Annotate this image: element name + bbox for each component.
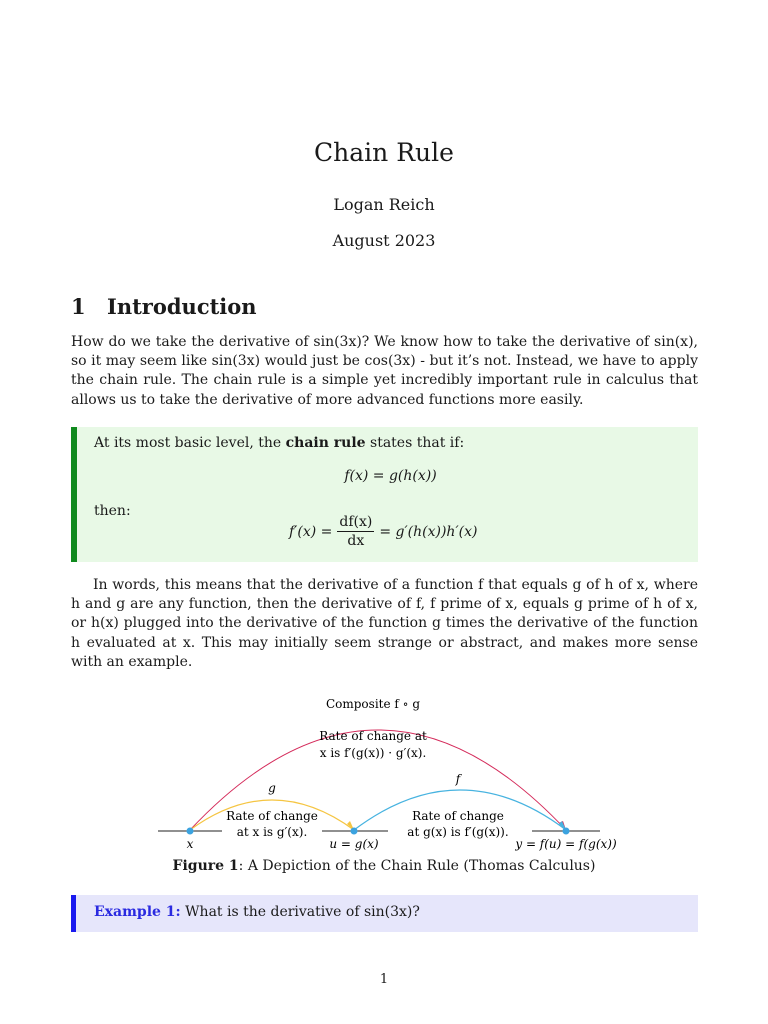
section-number: 1: [71, 294, 86, 319]
y-point: [563, 828, 570, 835]
section-heading: [71, 294, 257, 319]
page-number: 1: [379, 972, 389, 987]
caption-label: Figure 1: [172, 858, 239, 874]
example-label: Example 1:: [94, 904, 181, 920]
composite-rate-line2: x is f′(g(x)) · g′(x).: [319, 746, 427, 760]
y-point-label: y = f(u) = f(g(x)): [515, 837, 617, 851]
composite-rate-line1: Rate of change at: [319, 729, 427, 743]
g-rate-line1: Rate of change: [226, 809, 318, 823]
document-title: Chain Rule: [314, 138, 454, 167]
composite-label: Composite f ∘ g: [325, 697, 421, 711]
eq2-lhs: f′(x) =: [289, 523, 333, 540]
definition-then: then:: [94, 503, 131, 519]
author-name: Logan Reich: [333, 195, 435, 214]
x-point: [187, 828, 194, 835]
u-point-label: u = g(x): [329, 837, 379, 851]
definition-lead: At its most basic level, the: [94, 435, 286, 451]
eq2-fraction: [337, 514, 374, 549]
chain-rule-definition-box: [71, 427, 698, 562]
example-question: What is the derivative of sin(3x)?: [185, 904, 420, 920]
eq2-numerator: df(x): [339, 514, 373, 530]
g-label: g: [268, 781, 276, 795]
eq2-denominator: dx: [347, 533, 365, 549]
chain-rule-figure: [150, 690, 630, 855]
f-rate-line2: at g(x) is f′(g(x)).: [407, 825, 509, 839]
definition-term: chain rule: [285, 435, 366, 451]
u-point: [351, 828, 358, 835]
document-date: August 2023: [332, 231, 436, 250]
section-title: Introduction: [107, 294, 257, 319]
words-paragraph: In words, this means that the derivative of a function f that equals g of h of x, where h and g are any function, then the derivative of f, f prime of x, equals g prime of h of x, or h(x) plugged into the derivative of the function g times the derivative of the function h evaluated at x. This may initially seem strange or abstract, and makes more sense with an example.: [71, 577, 698, 670]
f-label: f: [455, 772, 461, 786]
g-rate-line2: at x is g′(x).: [236, 825, 308, 839]
f-rate-line1: Rate of change: [412, 809, 504, 823]
figure-caption: [0, 858, 768, 874]
x-point-label: x: [186, 837, 194, 851]
definition-tail: states that if:: [365, 435, 465, 451]
example-box: [71, 895, 698, 932]
definition-lead-line: [94, 435, 464, 451]
equation-chain-rule: [289, 514, 477, 549]
intro-paragraph: How do we take the derivative of sin(3x)? We know how to take the derivative of sin(x), so it may seem like sin(3x) would just be cos(3x) - but it’s not. Instead, we have to apply the chain rule. The chain rule is a simple yet incredibly important rule in calculus that allows us to take the derivative of more advanced functions more easily.: [71, 334, 698, 408]
caption-text: : A Depiction of the Chain Rule (Thomas Calculus): [238, 858, 596, 874]
equation-composition: f(x) = g(h(x)): [344, 468, 437, 484]
eq2-rhs: = g′(h(x))h′(x): [379, 523, 478, 540]
